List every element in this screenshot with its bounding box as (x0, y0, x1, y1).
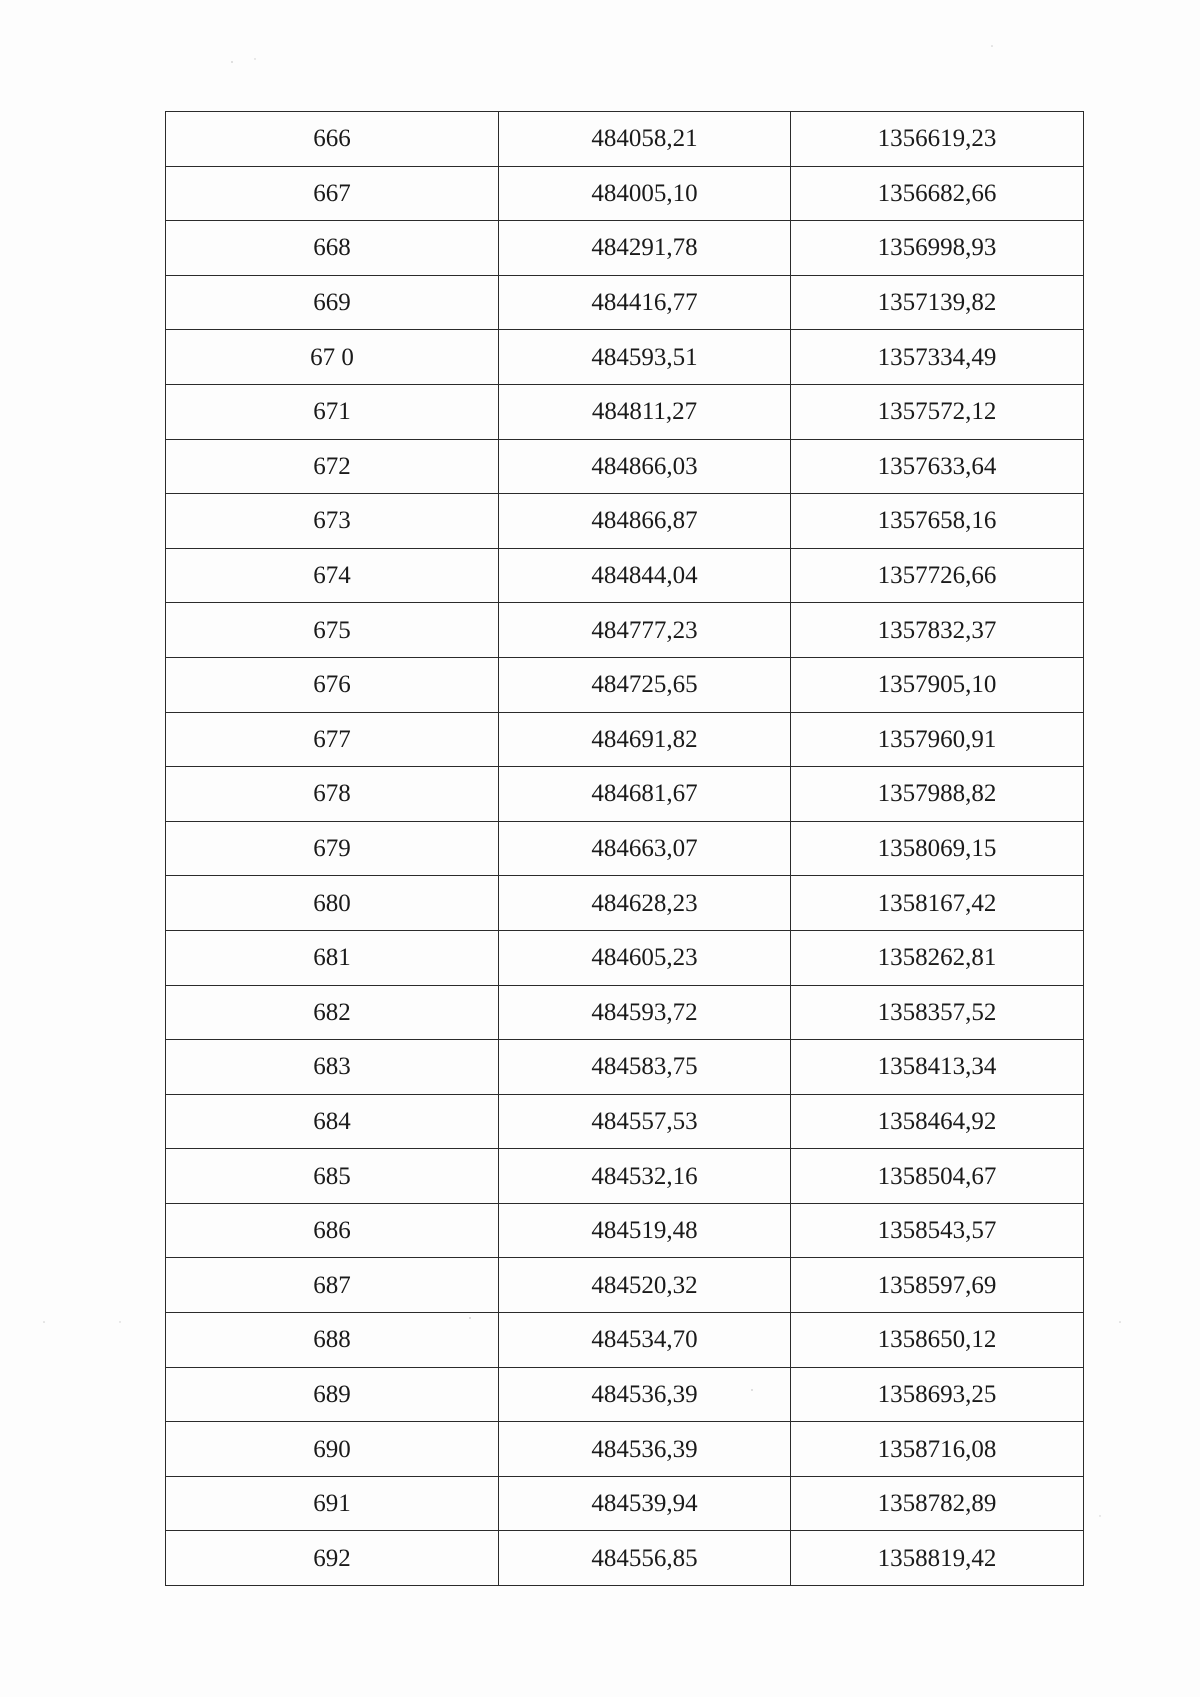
y-coordinate-cell: 1356682,66 (791, 166, 1084, 221)
x-coordinate-cell: 484725,65 (499, 657, 791, 712)
x-coordinate-cell: 484605,23 (499, 930, 791, 985)
x-coordinate-cell: 484556,85 (499, 1531, 791, 1586)
table-row (166, 1367, 1084, 1422)
x-coordinate-cell: 484520,32 (499, 1258, 791, 1313)
table-row (166, 1149, 1084, 1204)
point-number-cell: 681 (166, 930, 499, 985)
x-coordinate-cell: 484844,04 (499, 548, 791, 603)
y-coordinate-cell: 1357633,64 (791, 439, 1084, 494)
point-number-cell: 688 (166, 1313, 499, 1368)
y-coordinate-cell: 1358167,42 (791, 876, 1084, 931)
x-coordinate-cell: 484777,23 (499, 603, 791, 658)
x-coordinate-cell: 484663,07 (499, 821, 791, 876)
y-coordinate-cell: 1356998,93 (791, 221, 1084, 276)
point-number-cell: 672 (166, 439, 499, 494)
point-number-cell: 675 (166, 603, 499, 658)
point-number-cell: 689 (166, 1367, 499, 1422)
table-row (166, 548, 1084, 603)
x-coordinate-cell: 484536,39 (499, 1422, 791, 1477)
x-coordinate-cell: 484811,27 (499, 384, 791, 439)
point-number-cell: 674 (166, 548, 499, 603)
point-number-cell: 678 (166, 767, 499, 822)
table-row (166, 275, 1084, 330)
table-row (166, 439, 1084, 494)
table-row (166, 1203, 1084, 1258)
y-coordinate-cell: 1358597,69 (791, 1258, 1084, 1313)
table-row (166, 494, 1084, 549)
table-row (166, 330, 1084, 385)
y-coordinate-cell: 1358543,57 (791, 1203, 1084, 1258)
point-number-cell: 684 (166, 1094, 499, 1149)
table-row (166, 821, 1084, 876)
table-row (166, 930, 1084, 985)
table-row (166, 1094, 1084, 1149)
table-row (166, 657, 1084, 712)
x-coordinate-cell: 484593,72 (499, 985, 791, 1040)
table-row (166, 767, 1084, 822)
table-row (166, 384, 1084, 439)
point-number-cell: 690 (166, 1422, 499, 1477)
x-coordinate-cell: 484681,67 (499, 767, 791, 822)
x-coordinate-cell: 484416,77 (499, 275, 791, 330)
point-number-cell: 686 (166, 1203, 499, 1258)
table-row (166, 221, 1084, 276)
y-coordinate-cell: 1358693,25 (791, 1367, 1084, 1422)
point-number-cell: 668 (166, 221, 499, 276)
y-coordinate-cell: 1357960,91 (791, 712, 1084, 767)
y-coordinate-cell: 1358069,15 (791, 821, 1084, 876)
point-number-cell: 683 (166, 1040, 499, 1095)
x-coordinate-cell: 484583,75 (499, 1040, 791, 1095)
point-number-cell: 682 (166, 985, 499, 1040)
y-coordinate-cell: 1357832,37 (791, 603, 1084, 658)
point-number-cell: 666 (166, 112, 499, 167)
y-coordinate-cell: 1357988,82 (791, 767, 1084, 822)
y-coordinate-cell: 1358819,42 (791, 1531, 1084, 1586)
x-coordinate-cell: 484005,10 (499, 166, 791, 221)
table-row (166, 712, 1084, 767)
x-coordinate-cell: 484539,94 (499, 1476, 791, 1531)
point-number-cell: 671 (166, 384, 499, 439)
table-row (166, 1258, 1084, 1313)
point-number-cell: 673 (166, 494, 499, 549)
x-coordinate-cell: 484691,82 (499, 712, 791, 767)
point-number-cell: 692 (166, 1531, 499, 1586)
table-row (166, 166, 1084, 221)
x-coordinate-cell: 484534,70 (499, 1313, 791, 1368)
table-row (166, 1476, 1084, 1531)
y-coordinate-cell: 1357572,12 (791, 384, 1084, 439)
y-coordinate-cell: 1357726,66 (791, 548, 1084, 603)
y-coordinate-cell: 1357905,10 (791, 657, 1084, 712)
point-number-cell: 67 0 (166, 330, 499, 385)
y-coordinate-cell: 1358716,08 (791, 1422, 1084, 1477)
y-coordinate-cell: 1358464,92 (791, 1094, 1084, 1149)
coordinates-table-body (166, 112, 1084, 1586)
point-number-cell: 691 (166, 1476, 499, 1531)
x-coordinate-cell: 484058,21 (499, 112, 791, 167)
y-coordinate-cell: 1356619,23 (791, 112, 1084, 167)
y-coordinate-cell: 1357139,82 (791, 275, 1084, 330)
x-coordinate-cell: 484866,87 (499, 494, 791, 549)
table-row (166, 876, 1084, 931)
y-coordinate-cell: 1358357,52 (791, 985, 1084, 1040)
point-number-cell: 680 (166, 876, 499, 931)
point-number-cell: 669 (166, 275, 499, 330)
x-coordinate-cell: 484532,16 (499, 1149, 791, 1204)
table-row (166, 112, 1084, 167)
point-number-cell: 667 (166, 166, 499, 221)
point-number-cell: 687 (166, 1258, 499, 1313)
point-number-cell: 677 (166, 712, 499, 767)
x-coordinate-cell: 484866,03 (499, 439, 791, 494)
table-row (166, 985, 1084, 1040)
x-coordinate-cell: 484628,23 (499, 876, 791, 931)
y-coordinate-cell: 1358413,34 (791, 1040, 1084, 1095)
point-number-cell: 685 (166, 1149, 499, 1204)
table-row (166, 1531, 1084, 1586)
y-coordinate-cell: 1358782,89 (791, 1476, 1084, 1531)
x-coordinate-cell: 484557,53 (499, 1094, 791, 1149)
x-coordinate-cell: 484536,39 (499, 1367, 791, 1422)
y-coordinate-cell: 1358504,67 (791, 1149, 1084, 1204)
point-number-cell: 676 (166, 657, 499, 712)
y-coordinate-cell: 1358650,12 (791, 1313, 1084, 1368)
y-coordinate-cell: 1357658,16 (791, 494, 1084, 549)
point-number-cell: 679 (166, 821, 499, 876)
coordinates-table (165, 111, 1084, 1586)
x-coordinate-cell: 484519,48 (499, 1203, 791, 1258)
x-coordinate-cell: 484291,78 (499, 221, 791, 276)
table-row (166, 1313, 1084, 1368)
table-row (166, 1040, 1084, 1095)
y-coordinate-cell: 1357334,49 (791, 330, 1084, 385)
y-coordinate-cell: 1358262,81 (791, 930, 1084, 985)
table-row (166, 603, 1084, 658)
table-row (166, 1422, 1084, 1477)
x-coordinate-cell: 484593,51 (499, 330, 791, 385)
